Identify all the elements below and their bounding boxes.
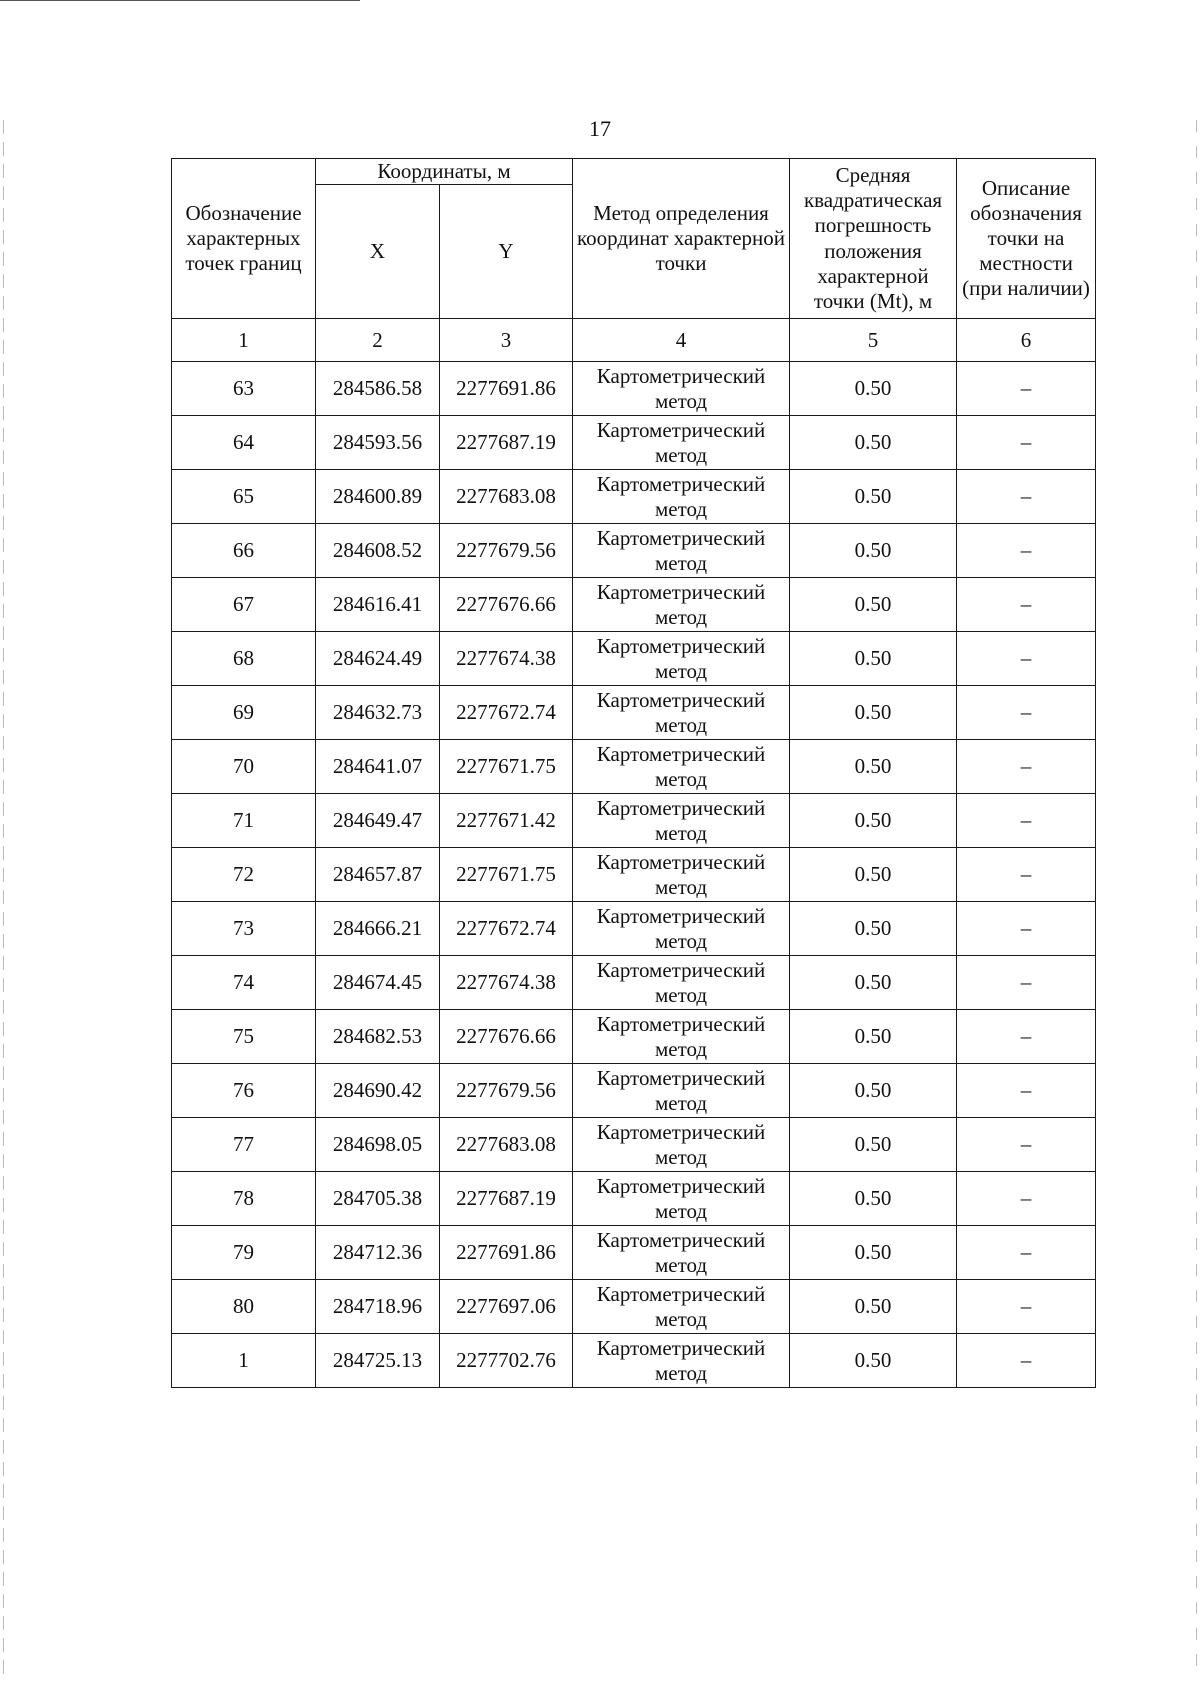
table-row xyxy=(172,1280,1096,1334)
method-line-2: метод xyxy=(654,496,708,521)
point-number-cell: 74 xyxy=(172,956,316,1010)
description-cell: – xyxy=(957,1118,1096,1172)
point-number-cell: 79 xyxy=(172,1226,316,1280)
x-coordinate-cell: 284666.21 xyxy=(316,902,440,956)
description-cell: – xyxy=(957,686,1096,740)
mean-error-cell: 0.50 xyxy=(790,1010,957,1064)
y-coordinate-cell: 2277676.66 xyxy=(440,578,573,632)
method-line-2: метод xyxy=(654,1360,708,1385)
point-number-cell: 73 xyxy=(172,902,316,956)
method-cell xyxy=(573,632,790,686)
mean-error-cell: 0.50 xyxy=(790,1334,957,1388)
point-number-cell: 67 xyxy=(172,578,316,632)
description-cell: – xyxy=(957,956,1096,1010)
x-coordinate-cell: 284616.41 xyxy=(316,578,440,632)
point-number-cell: 80 xyxy=(172,1280,316,1334)
description-cell: – xyxy=(957,1334,1096,1388)
method-line-1: Картометрический xyxy=(596,1119,766,1144)
x-coordinate-cell: 284725.13 xyxy=(316,1334,440,1388)
point-number-cell: 75 xyxy=(172,1010,316,1064)
table-row xyxy=(172,362,1096,416)
x-coordinate-cell: 284718.96 xyxy=(316,1280,440,1334)
x-coordinate-cell: 284698.05 xyxy=(316,1118,440,1172)
description-cell: – xyxy=(957,1010,1096,1064)
method-cell xyxy=(573,524,790,578)
column-number: 5 xyxy=(790,319,957,362)
method-line-2: метод xyxy=(654,928,708,953)
table-row xyxy=(172,578,1096,632)
mean-error-cell: 0.50 xyxy=(790,1226,957,1280)
x-coordinate-cell: 284632.73 xyxy=(316,686,440,740)
method-line-2: метод xyxy=(654,874,708,899)
y-coordinate-cell: 2277671.42 xyxy=(440,794,573,848)
page-number: 17 xyxy=(589,116,611,141)
method-cell xyxy=(573,578,790,632)
method-line-1: Картометрический xyxy=(596,363,766,388)
y-coordinate-cell: 2277676.66 xyxy=(440,1010,573,1064)
method-line-1: Картометрический xyxy=(596,849,766,874)
x-coordinate-cell: 284624.49 xyxy=(316,632,440,686)
method-line-2: метод xyxy=(654,712,708,737)
method-cell xyxy=(573,1118,790,1172)
method-line-1: Картометрический xyxy=(596,579,766,604)
boundary-points-table xyxy=(171,158,1096,1388)
column-number-row xyxy=(172,319,1096,362)
mean-error-cell: 0.50 xyxy=(790,686,957,740)
table-row xyxy=(172,794,1096,848)
method-line-2: метод xyxy=(654,1306,708,1331)
method-cell xyxy=(573,902,790,956)
header-x: X xyxy=(316,185,440,319)
column-number: 4 xyxy=(573,319,790,362)
method-line-1: Картометрический xyxy=(596,741,766,766)
method-line-1: Картометрический xyxy=(596,1335,766,1360)
method-cell xyxy=(573,848,790,902)
method-line-2: метод xyxy=(654,1198,708,1223)
method-line-2: метод xyxy=(654,1144,708,1169)
x-coordinate-cell: 284705.38 xyxy=(316,1172,440,1226)
method-line-1: Картометрический xyxy=(596,417,766,442)
y-coordinate-cell: 2277687.19 xyxy=(440,1172,573,1226)
method-cell xyxy=(573,794,790,848)
header-coordinates-group: Координаты, м xyxy=(316,159,573,185)
table-row xyxy=(172,470,1096,524)
point-number-cell: 76 xyxy=(172,1064,316,1118)
mean-error-cell: 0.50 xyxy=(790,470,957,524)
mean-error-cell: 0.50 xyxy=(790,578,957,632)
description-cell: – xyxy=(957,740,1096,794)
point-number-cell: 78 xyxy=(172,1172,316,1226)
mean-error-cell: 0.50 xyxy=(790,848,957,902)
table-row xyxy=(172,686,1096,740)
table-row xyxy=(172,416,1096,470)
method-line-1: Картометрический xyxy=(596,957,766,982)
y-coordinate-cell: 2277672.74 xyxy=(440,902,573,956)
point-number-cell: 63 xyxy=(172,362,316,416)
method-cell xyxy=(573,686,790,740)
x-coordinate-cell: 284682.53 xyxy=(316,1010,440,1064)
header-point-designation: Обозначение характерных точек границ xyxy=(172,159,316,319)
table-body xyxy=(172,362,1096,1388)
header-mean-error: Средняя квадратическая погрешность положения характерной точки (Mt), м xyxy=(790,159,957,319)
table-row xyxy=(172,956,1096,1010)
description-cell: – xyxy=(957,1172,1096,1226)
method-cell xyxy=(573,1334,790,1388)
point-number-cell: 69 xyxy=(172,686,316,740)
description-cell: – xyxy=(957,416,1096,470)
point-number-cell: 68 xyxy=(172,632,316,686)
point-number-cell: 66 xyxy=(172,524,316,578)
method-cell xyxy=(573,1010,790,1064)
method-cell xyxy=(573,470,790,524)
mean-error-cell: 0.50 xyxy=(790,794,957,848)
y-coordinate-cell: 2277671.75 xyxy=(440,848,573,902)
method-line-1: Картометрический xyxy=(596,1173,766,1198)
description-cell: – xyxy=(957,1280,1096,1334)
method-line-2: метод xyxy=(654,1090,708,1115)
header-method: Метод определения координат характерной точки xyxy=(573,159,790,319)
mean-error-cell: 0.50 xyxy=(790,632,957,686)
method-line-1: Картометрический xyxy=(596,903,766,928)
y-coordinate-cell: 2277683.08 xyxy=(440,470,573,524)
x-coordinate-cell: 284586.58 xyxy=(316,362,440,416)
table-row xyxy=(172,902,1096,956)
y-coordinate-cell: 2277697.06 xyxy=(440,1280,573,1334)
table-row xyxy=(172,848,1096,902)
method-line-2: метод xyxy=(654,1252,708,1277)
table-header xyxy=(172,159,1096,362)
column-number: 2 xyxy=(316,319,440,362)
y-coordinate-cell: 2277687.19 xyxy=(440,416,573,470)
method-cell xyxy=(573,1226,790,1280)
point-number-cell: 1 xyxy=(172,1334,316,1388)
x-coordinate-cell: 284641.07 xyxy=(316,740,440,794)
method-line-1: Картометрический xyxy=(596,795,766,820)
point-number-cell: 64 xyxy=(172,416,316,470)
x-coordinate-cell: 284690.42 xyxy=(316,1064,440,1118)
x-coordinate-cell: 284593.56 xyxy=(316,416,440,470)
table-row xyxy=(172,632,1096,686)
method-cell xyxy=(573,1172,790,1226)
y-coordinate-cell: 2277674.38 xyxy=(440,632,573,686)
method-cell xyxy=(573,416,790,470)
description-cell: – xyxy=(957,902,1096,956)
method-line-1: Картометрический xyxy=(596,687,766,712)
method-line-2: метод xyxy=(654,982,708,1007)
method-line-2: метод xyxy=(654,820,708,845)
header-description: Описание обозначения точки на местности (при наличии) xyxy=(957,159,1096,319)
column-number: 1 xyxy=(172,319,316,362)
description-cell: – xyxy=(957,1226,1096,1280)
method-cell xyxy=(573,1280,790,1334)
y-coordinate-cell: 2277679.56 xyxy=(440,1064,573,1118)
description-cell: – xyxy=(957,632,1096,686)
description-cell: – xyxy=(957,794,1096,848)
top-scan-rule xyxy=(0,0,360,1)
table-row xyxy=(172,740,1096,794)
table-row xyxy=(172,1334,1096,1388)
method-line-2: метод xyxy=(654,766,708,791)
method-line-2: метод xyxy=(654,388,708,413)
method-line-2: метод xyxy=(654,604,708,629)
table-row xyxy=(172,1010,1096,1064)
point-number-cell: 71 xyxy=(172,794,316,848)
method-cell xyxy=(573,362,790,416)
method-line-2: метод xyxy=(654,658,708,683)
point-number-cell: 70 xyxy=(172,740,316,794)
description-cell: – xyxy=(957,524,1096,578)
mean-error-cell: 0.50 xyxy=(790,1064,957,1118)
method-cell xyxy=(573,956,790,1010)
x-coordinate-cell: 284600.89 xyxy=(316,470,440,524)
scan-margin-left xyxy=(3,120,4,1680)
mean-error-cell: 0.50 xyxy=(790,740,957,794)
table-row xyxy=(172,1172,1096,1226)
method-line-2: метод xyxy=(654,1036,708,1061)
x-coordinate-cell: 284649.47 xyxy=(316,794,440,848)
y-coordinate-cell: 2277674.38 xyxy=(440,956,573,1010)
description-cell: – xyxy=(957,1064,1096,1118)
y-coordinate-cell: 2277671.75 xyxy=(440,740,573,794)
table-row xyxy=(172,524,1096,578)
mean-error-cell: 0.50 xyxy=(790,956,957,1010)
mean-error-cell: 0.50 xyxy=(790,524,957,578)
table-row xyxy=(172,1118,1096,1172)
mean-error-cell: 0.50 xyxy=(790,1172,957,1226)
method-line-1: Картометрический xyxy=(596,633,766,658)
column-number: 3 xyxy=(440,319,573,362)
description-cell: – xyxy=(957,470,1096,524)
mean-error-cell: 0.50 xyxy=(790,902,957,956)
x-coordinate-cell: 284657.87 xyxy=(316,848,440,902)
method-cell xyxy=(573,1064,790,1118)
y-coordinate-cell: 2277672.74 xyxy=(440,686,573,740)
method-line-1: Картометрический xyxy=(596,1065,766,1090)
method-cell xyxy=(573,740,790,794)
method-line-1: Картометрический xyxy=(596,1281,766,1306)
point-number-cell: 65 xyxy=(172,470,316,524)
point-number-cell: 72 xyxy=(172,848,316,902)
scan-margin-right xyxy=(1196,120,1197,1680)
description-cell: – xyxy=(957,362,1096,416)
mean-error-cell: 0.50 xyxy=(790,1118,957,1172)
mean-error-cell: 0.50 xyxy=(790,1280,957,1334)
table-row xyxy=(172,1064,1096,1118)
x-coordinate-cell: 284712.36 xyxy=(316,1226,440,1280)
method-line-2: метод xyxy=(654,442,708,467)
header-y: Y xyxy=(440,185,573,319)
description-cell: – xyxy=(957,578,1096,632)
description-cell: – xyxy=(957,848,1096,902)
y-coordinate-cell: 2277691.86 xyxy=(440,1226,573,1280)
x-coordinate-cell: 284674.45 xyxy=(316,956,440,1010)
y-coordinate-cell: 2277679.56 xyxy=(440,524,573,578)
mean-error-cell: 0.50 xyxy=(790,362,957,416)
y-coordinate-cell: 2277702.76 xyxy=(440,1334,573,1388)
mean-error-cell: 0.50 xyxy=(790,416,957,470)
x-coordinate-cell: 284608.52 xyxy=(316,524,440,578)
method-line-1: Картометрический xyxy=(596,525,766,550)
y-coordinate-cell: 2277683.08 xyxy=(440,1118,573,1172)
point-number-cell: 77 xyxy=(172,1118,316,1172)
y-coordinate-cell: 2277691.86 xyxy=(440,362,573,416)
column-number: 6 xyxy=(957,319,1096,362)
method-line-1: Картометрический xyxy=(596,1011,766,1036)
method-line-1: Картометрический xyxy=(596,1227,766,1252)
method-line-2: метод xyxy=(654,550,708,575)
method-line-1: Картометрический xyxy=(596,471,766,496)
table-row xyxy=(172,1226,1096,1280)
